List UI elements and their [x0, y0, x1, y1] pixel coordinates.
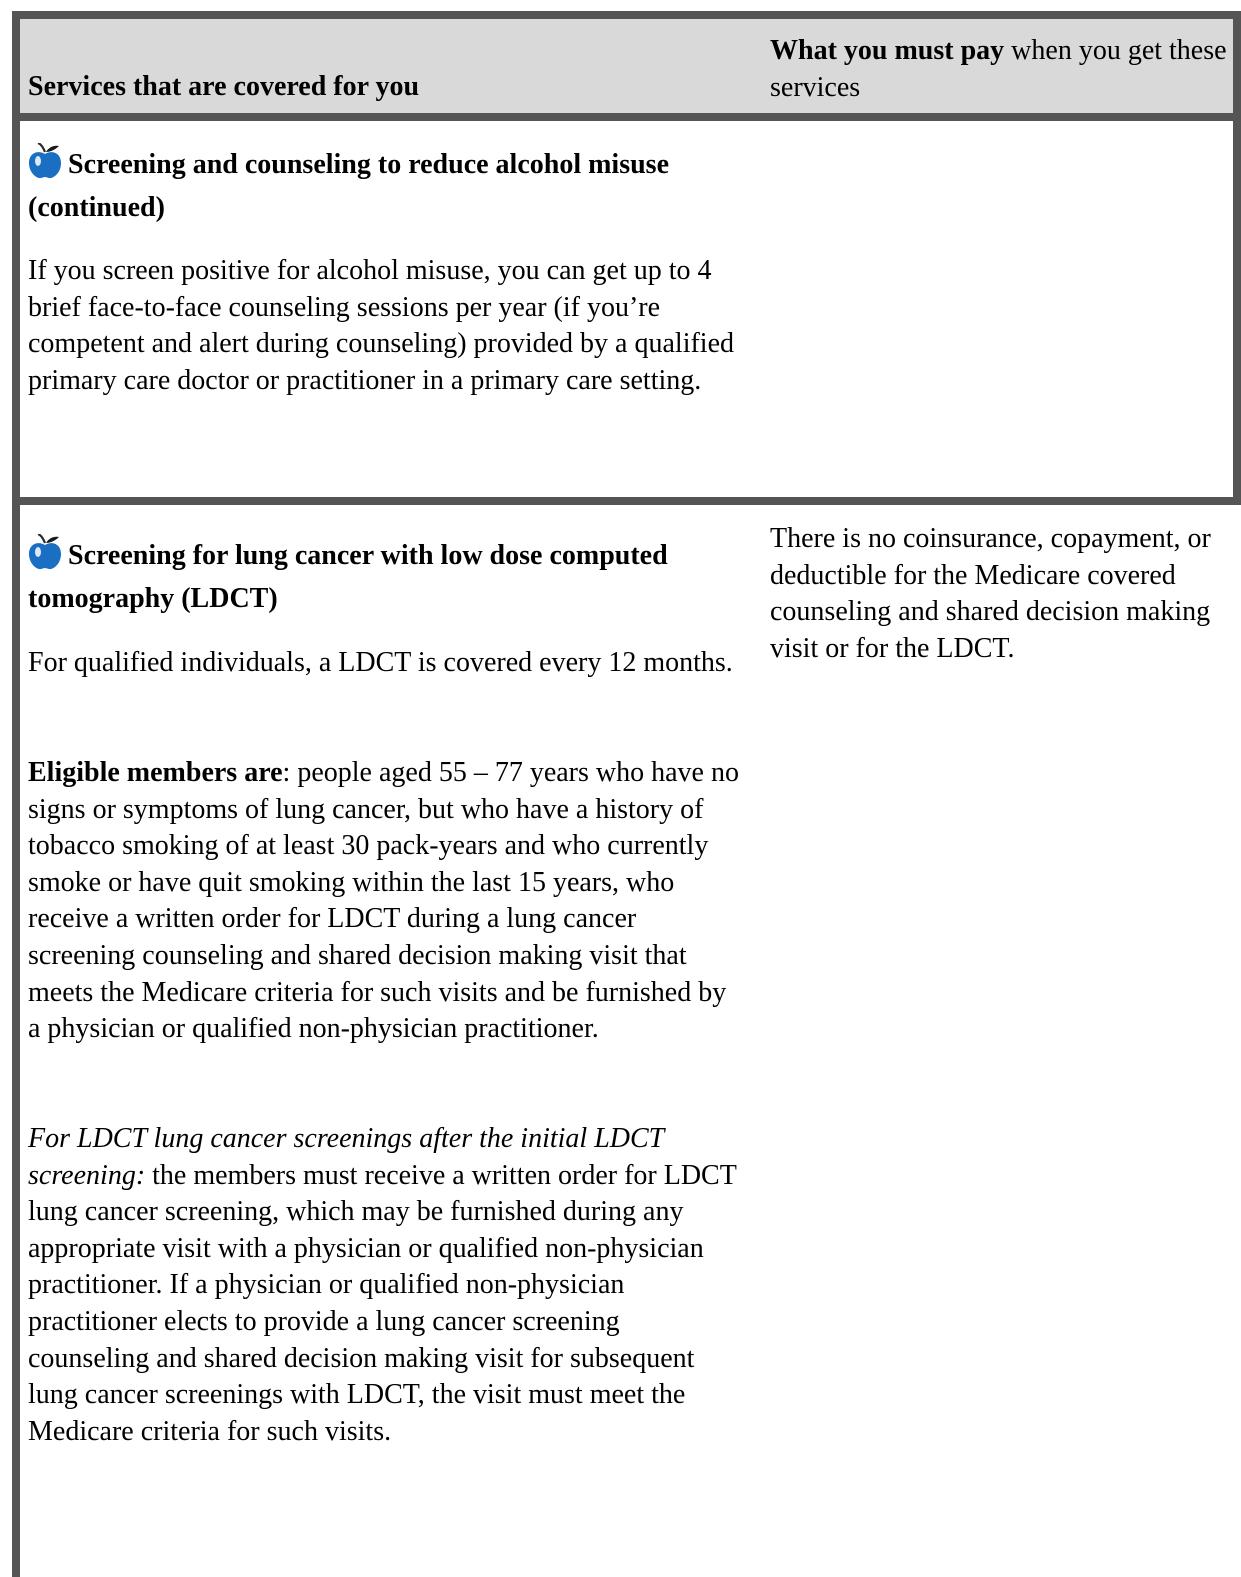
followup-label: For LDCT lung cancer screenings after the initial LDCT screening: — [28, 1123, 664, 1191]
header-cost-rest: when you get these services — [770, 35, 1227, 103]
header-cost-bold: What you must pay — [770, 35, 1005, 66]
eligibility-label: Eligible members are — [28, 757, 283, 788]
table-left-border — [12, 11, 20, 1577]
header-services-column: Services that are covered for you — [28, 71, 420, 102]
table-top-border — [12, 11, 1238, 19]
apple-icon — [28, 143, 62, 190]
row-divider — [20, 497, 1241, 505]
apple-icon — [28, 534, 62, 581]
row-title-text: Screening and counseling to reduce alcohol misuse (continued) — [28, 149, 670, 223]
row-title — [28, 143, 728, 226]
eligibility-paragraph — [28, 755, 740, 1048]
row-title — [28, 534, 728, 617]
row-paragraph: If you screen positive for alcohol misuse, you can get up to 4 brief face-to-face counseling sessions per year (if you’re competent and alert during counseling) provided by a qualified primary care doctor or practitioner in a primary care setting. — [28, 255, 735, 396]
eligibility-text: : people aged 55 – 77 years who have no signs or symptoms of lung cancer, but who have a history of tobacco smoking of at least 30 pack-years and who currently smoke or have quit smoking within the last 15 years, who receive a written order for LDCT during a lung cancer screening counseling and shared decision making visit that meets the Medicare criteria for such visits and be furnished by a physician or qualified non-physician practitioner. — [28, 757, 739, 1045]
row-paragraph: For qualified individuals, a LDCT is covered every 12 months. — [28, 647, 733, 678]
header-cost-column — [770, 33, 1230, 106]
row-title-text: Screening for lung cancer with low dose computed tomography (LDCT) — [28, 540, 668, 614]
table-right-border — [1233, 11, 1241, 501]
cost-description: There is no coinsurance, copayment, or deductible for the Medicare covered counseling and shared decision making visit or for the LDCT. — [770, 523, 1211, 664]
header-divider — [20, 113, 1233, 121]
followup-text: the members must receive a written order for LDCT lung cancer screening, which may be furnished during any appropriate visit with a physician or qualified non-physician practitioner. If a physician or qualified non-physician practitioner elects to provide a lung cancer screening counseling and shared decision making visit for subsequent lung cancer screenings with LDCT, the visit must meet the Medicare criteria for such visits. — [28, 1159, 737, 1447]
followup-paragraph — [28, 1121, 740, 1450]
